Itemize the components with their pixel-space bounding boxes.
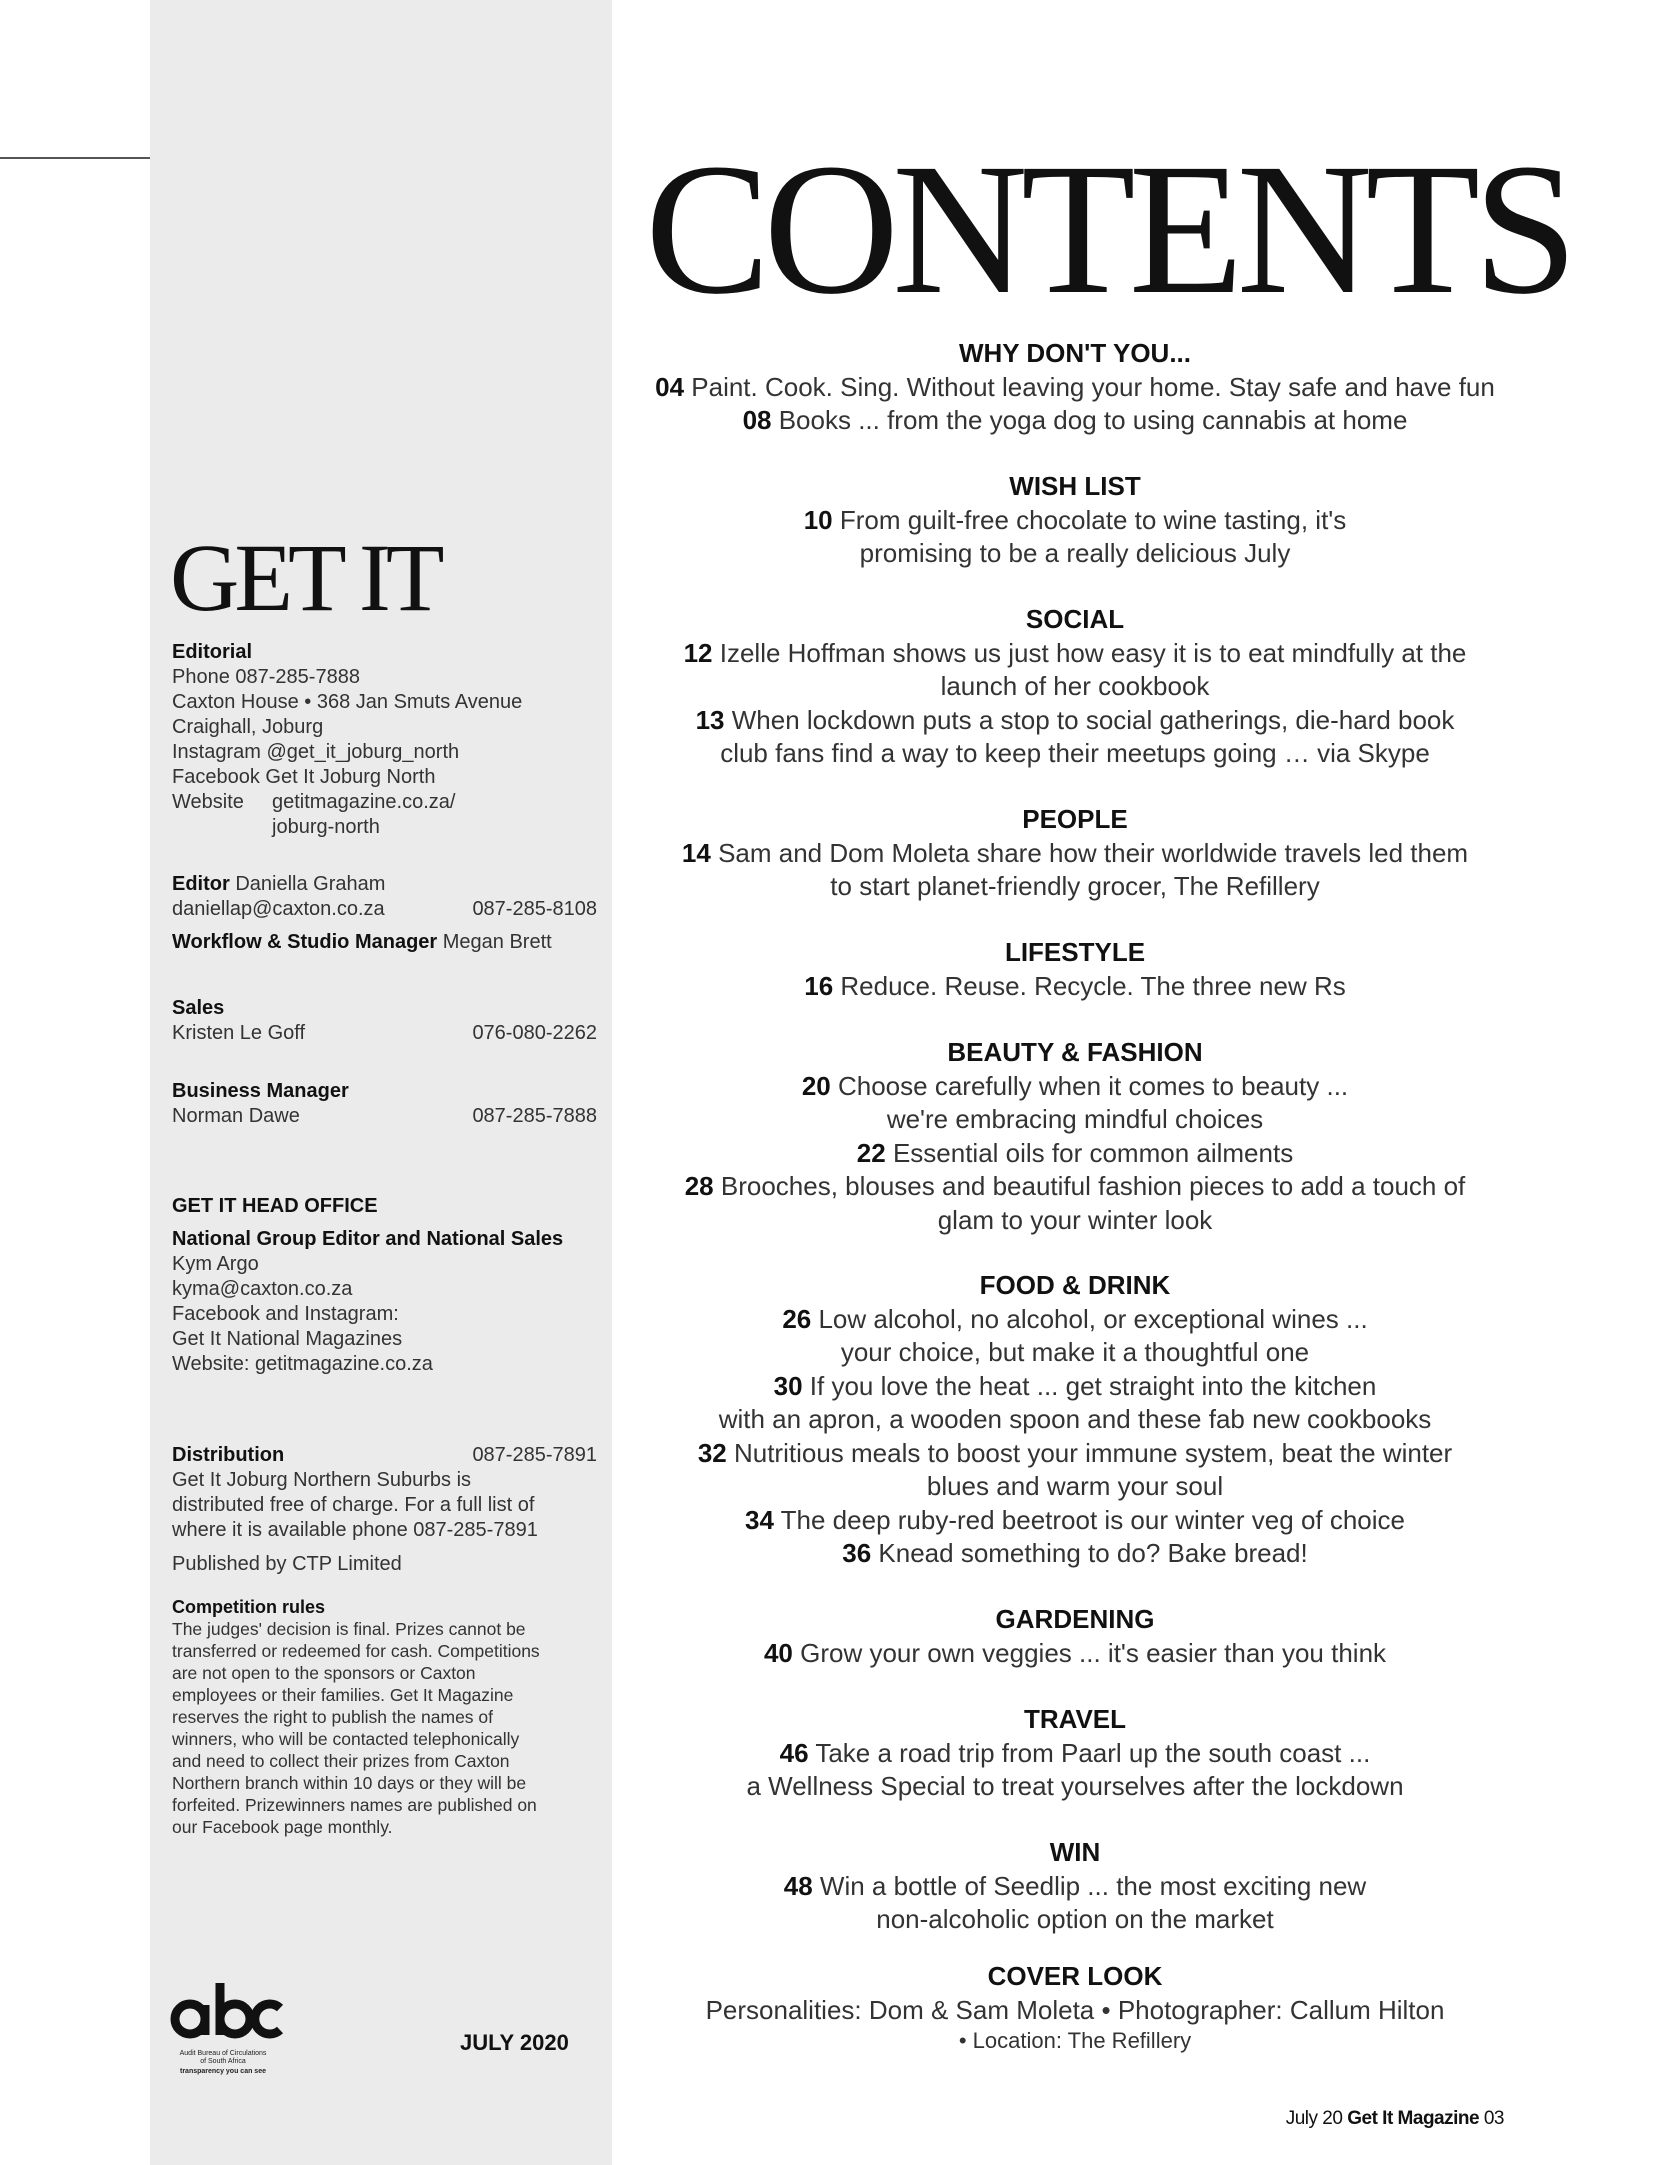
toc-section-gardening [630,1603,1520,1670]
toc-section-social [630,603,1520,771]
toc-entry[interactable]: 14 Sam and Dom Moleta share how their worldwide travels led them to start planet-friendly grocer, The Refillery [681,837,1469,901]
toc-entry[interactable]: 12 Izelle Hoffman shows us just how easy it is to eat mindfully at the launch of her cookbook [683,637,1467,701]
section-heading: LIFESTYLE [1004,937,1146,967]
section-heading: WHY DON'T YOU... [958,338,1192,368]
toc-section-cover [630,1960,1520,2055]
competition-line: employees or their families. Get It Magazine [172,1685,514,1705]
section-heading: PEOPLE [1022,804,1128,834]
toc-entry[interactable]: 22 Essential oils for common ailments [856,1137,1294,1168]
editor-block [172,872,597,955]
editorial-facebook: Facebook Get It Joburg North [172,766,436,788]
competition-line: forfeited. Prizewinners names are published on [172,1795,537,1815]
abc-logo-mark [168,1975,288,2043]
page-title: CONTENTS [645,124,1571,333]
sales-block [172,996,597,1046]
business-phone: 087-285-7888 [472,1105,597,1127]
competition-line: are not open to the sponsors or Caxton [172,1663,476,1683]
head-office-name: Kym Argo [172,1253,259,1275]
toc-entry[interactable]: 26 Low alcohol, no alcohol, or exceptional wines ... your choice, but make it a thoughtful one [782,1303,1368,1367]
editor-label: Editor [172,873,230,895]
top-rule [0,157,150,159]
toc-section-food [630,1269,1520,1571]
section-heading: GARDENING [995,1604,1155,1634]
toc-section-beauty [630,1036,1520,1237]
abc-tagline: transparency you can see [180,2068,266,2075]
head-office-website[interactable]: Website: getitmagazine.co.za [172,1353,433,1375]
toc-entry[interactable]: 36 Knead something to do? Bake bread! [842,1538,1308,1568]
website-line-1[interactable]: getitmagazine.co.za/ [272,791,456,813]
toc-entry[interactable]: 08 Books ... from the yoga dog to using cannabis at home [742,405,1408,435]
head-office-heading: GET IT HEAD OFFICE [172,1195,378,1217]
business-name: Norman Dawe [172,1105,300,1127]
sales-name: Kristen Le Goff [172,1022,306,1044]
toc-entry[interactable]: 32 Nutritious meals to boost your immune system, beat the winter blues and warm your soul [697,1437,1453,1501]
editorial-heading: Editorial [172,641,253,663]
head-office-email[interactable]: kyma@caxton.co.za [172,1278,353,1300]
distribution-line-1: Get It Joburg Northern Suburbs is [172,1469,472,1491]
editorial-address-2: Craighall, Joburg [172,716,324,738]
toc-entry[interactable]: 28 Brooches, blouses and beautiful fashion pieces to add a touch of glam to your winter look [684,1171,1466,1235]
toc-section-lifestyle [630,936,1520,1003]
business-block [172,1079,597,1129]
editor-name: Daniella Graham [229,873,386,895]
head-office-social-2: Get It National Magazines [172,1328,403,1350]
competition-line: and need to collect their prizes from Caxton [172,1751,510,1771]
section-heading: FOOD & DRINK [979,1270,1171,1300]
toc-entry[interactable]: 34 The deep ruby-red beetroot is our winter veg of choice [744,1504,1406,1535]
toc-entry[interactable]: 30 If you love the heat ... get straight into the kitchen with an apron, a wooden spoon and these fab new cookbooks [718,1370,1432,1434]
published-by: Published by CTP Limited [172,1553,402,1575]
workflow-label: Workflow & Studio Manager [172,931,438,953]
editor-phone: 087-285-8108 [472,898,597,920]
editor-email[interactable]: daniellap@caxton.co.za [172,898,385,920]
distribution-block [172,1443,597,1577]
cover-credits-line-2: • Location: The Refillery [958,2028,1192,2053]
workflow-name: Megan Brett [437,931,552,953]
competition-line: transferred or redeemed for cash. Competitions [172,1641,540,1661]
head-office-block [172,1194,597,1377]
toc-entry[interactable]: 20 Choose carefully when it comes to beauty ... we're embracing mindful choices [801,1070,1349,1134]
competition-line: Northern branch within 10 days or they will be [172,1773,527,1793]
editorial-instagram: Instagram @get_it_joburg_north [172,741,460,763]
toc-entry[interactable]: 10 From guilt-free chocolate to wine tasting, it's promising to be a really delicious July [803,504,1347,568]
toc-entry[interactable]: 48 Win a bottle of Seedlip ... the most exciting new non-alcoholic option on the market [783,1870,1367,1934]
distribution-phone: 087-285-7891 [472,1444,597,1466]
toc-entry[interactable]: 40 Grow your own veggies ... it's easier than you think [763,1637,1387,1668]
section-heading: SOCIAL [1025,604,1125,634]
website-label: Website [172,791,244,813]
abc-logo [168,1975,298,2076]
competition-line: our Facebook page monthly. [172,1817,393,1837]
website-line-2[interactable]: joburg-north [272,816,380,838]
toc-entry[interactable]: 46 Take a road trip from Paarl up the south coast ... a Wellness Special to treat yourselves after the lockdown [746,1737,1404,1801]
toc-entry[interactable]: 16 Reduce. Reuse. Recycle. The three new Rs [804,970,1346,1001]
cover-credits-line-1: Personalities: Dom & Sam Moleta • Photographer: Callum Hilton [705,1994,1445,2025]
sales-phone: 076-080-2262 [472,1022,597,1044]
competition-rules [172,1596,592,1838]
section-heading: TRAVEL [1023,1704,1127,1734]
editorial-block [172,640,597,840]
toc-entry[interactable]: 13 When lockdown puts a stop to social gatherings, die-hard book club fans find a way to keep their meetups going … via Skype [695,704,1455,768]
sales-heading: Sales [172,997,225,1019]
competition-heading: Competition rules [172,1597,326,1617]
page-footer: July 20 Get It Magazine 03 [1285,2108,1504,2129]
brand-title: GET IT [170,524,440,631]
toc-section-wish [630,470,1520,571]
section-heading: COVER LOOK [987,1961,1163,1991]
section-heading: BEAUTY & FASHION [947,1037,1203,1067]
editorial-address-1: Caxton House • 368 Jan Smuts Avenue [172,691,523,713]
head-office-subheading: National Group Editor and National Sales [172,1228,564,1250]
issue-date: JULY 2020 [460,2030,569,2055]
competition-line: reserves the right to publish the names of [172,1707,494,1727]
section-heading: WIN [1049,1837,1101,1867]
competition-line: The judges' decision is final. Prizes cannot be [172,1619,526,1639]
toc-section-travel [630,1703,1520,1804]
toc-entry[interactable]: 04 Paint. Cook. Sing. Without leaving your home. Stay safe and have fun [655,371,1495,402]
editorial-phone: Phone 087-285-7888 [172,666,360,688]
distribution-heading: Distribution [172,1444,285,1466]
head-office-social-1: Facebook and Instagram: [172,1303,399,1325]
section-heading: WISH LIST [1009,471,1141,501]
toc-section-win [630,1836,1520,1937]
competition-line: winners, who will be contacted telephonically [172,1729,520,1749]
toc-section-why [630,337,1520,438]
toc-section-people [630,803,1520,904]
distribution-line-3: where it is available phone 087-285-7891 [172,1519,538,1541]
abc-subtitle: Audit Bureau of Circulations of South Africa transparency you can see [168,2050,278,2076]
distribution-line-2: distributed free of charge. For a full list of [172,1494,535,1516]
business-heading: Business Manager [172,1080,349,1102]
